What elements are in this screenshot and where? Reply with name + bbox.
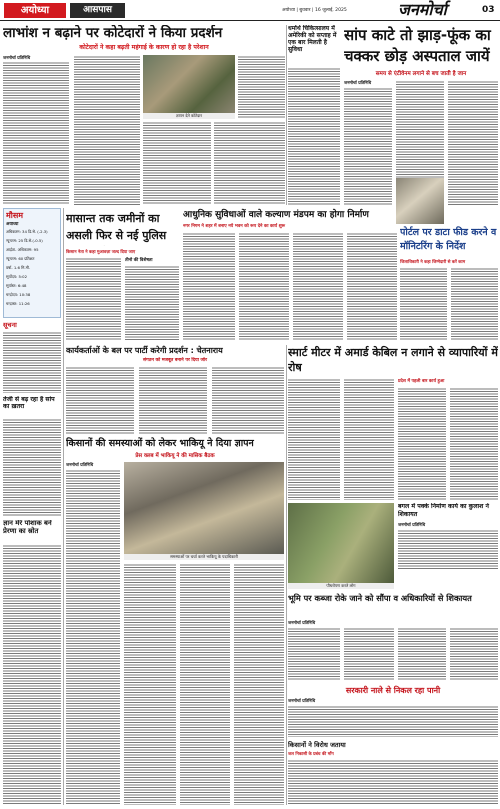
story2-deck: किसान नेता ने कहा मुआवज़ा जल्द दिया जाए <box>66 249 136 254</box>
story2-subhead: तीनो की विशेषता <box>125 258 153 263</box>
story9-text <box>288 67 340 205</box>
story5-byline: जनमोर्चा प्रतिनिधि <box>344 80 372 85</box>
story9-headline: धर्मार्थ चिकित्सालय में अमेरिकी को सप्ताह में एक बार मिलती है सुविधा <box>288 25 337 53</box>
story3-col1-text <box>66 366 134 434</box>
story9-photo-caption: पौधरोपण करते लोग <box>288 583 394 589</box>
center-divider <box>286 25 287 205</box>
story8-photo <box>124 462 284 554</box>
weather-row: न्यूनतम: 25 डि.से.(-0.5) <box>6 238 43 243</box>
story3-deck: संगठन को मजबूत बनाने पर दिया जोर <box>143 358 207 363</box>
page-number: 03 <box>482 5 495 15</box>
story11-text <box>288 705 498 737</box>
story4-col3-text <box>293 232 343 341</box>
story8-col2-text <box>124 563 176 805</box>
story10-col4-text <box>450 627 498 681</box>
weather-row: न्यूनतम: 60 प्रतिशत <box>6 256 35 261</box>
story13-text <box>288 759 498 805</box>
story3-col3-text <box>212 366 284 434</box>
sidebar-notice <box>3 321 61 393</box>
date-line: अयोध्या | बुधवार | 16 जुलाई, 2025 <box>282 8 347 13</box>
sidebar-notice-text <box>3 331 61 393</box>
story7-col2-text <box>344 378 394 500</box>
story5-photo <box>396 178 444 224</box>
story1-col1-text <box>3 61 69 205</box>
story3-col2-text <box>139 366 207 434</box>
story1-col2-text <box>74 55 140 205</box>
story12-text <box>398 529 498 569</box>
right-divider <box>286 345 287 805</box>
sidebar-divider <box>63 208 64 805</box>
story5-deck: समय से एंटीवेनम लगाने से बच जाती है जान <box>375 71 467 77</box>
story6-col1-text <box>400 267 447 341</box>
sidebar-story2-headline: ज्ञान मेरे पोशाक बनें प्रेरणा का स्रोत <box>3 520 52 535</box>
weather-row: वर्षा- 1.6 मि.मी. <box>6 265 31 270</box>
story8-headline: किसानों की समस्याओं को लेकर भाकियू ने दिया ज्ञापन <box>66 438 254 449</box>
story1-body <box>3 55 141 205</box>
story2-col2-text <box>125 265 179 341</box>
story8-col4-text <box>234 563 284 805</box>
story4-col2-text <box>239 232 289 341</box>
story5-col1-text <box>344 87 392 205</box>
sidebar-notice-title: सूचना <box>3 321 17 329</box>
story1-col5-text <box>238 55 285 119</box>
story1-photo <box>143 55 235 113</box>
weather-row: अधिकतम: 34 डि.से. (-2.3) <box>6 229 48 234</box>
story1-deck: कोटेदारों ने कहा बढ़ती महंगाई के कारण हो रहा है परेशान <box>79 44 209 51</box>
story12-byline: जनमोर्चा प्रतिनिधि <box>398 522 426 527</box>
story7-col3-text <box>398 387 446 500</box>
sidebar-story-headline: तेजी से बढ़ रहा है सांप का ख़तरा <box>3 396 55 410</box>
story7-subhead: प्रदेश में पहली बार कार्य हुआ <box>398 379 445 384</box>
sidebar-story2-text <box>3 544 61 805</box>
story1-photo-caption: ज्ञापन देते कोटेदार <box>143 113 235 119</box>
story7-col4-text <box>450 387 498 500</box>
story8-col3-text <box>180 563 230 805</box>
story8-deck: प्रेस क्लब में भाकियू ने की मासिक बैठक <box>135 453 215 459</box>
weather-row: चन्द्रास्त: 11:26 <box>6 301 30 306</box>
weather-row: सूर्योदय: 5:02 <box>6 274 27 279</box>
story8-col1-text <box>66 469 120 805</box>
story5-headline: सांप काटे तो झाड़-फूंक का चक्कर छोड़ अस्पताल जायें <box>344 26 491 65</box>
story1-byline: जनमोर्चा प्रतिनिधि <box>3 55 31 60</box>
weather-row: चन्द्रोदय: 10:38 <box>6 292 31 297</box>
story3-headline: कार्यकर्ताओं के बल पर पार्टी करेगी प्रदर्शन : चेतनाराय <box>66 346 223 355</box>
weather-box <box>3 208 61 318</box>
brand-logo: जनमोर्चा <box>398 0 447 19</box>
story4-col4-text <box>347 232 397 341</box>
story12-headline: बगल में पक्के निर्माण कार्य का कुलाश ने शिकायत <box>398 503 489 518</box>
section-tag-left: अयोध्या <box>4 3 66 18</box>
story1-col4-text <box>214 121 285 205</box>
story10-col3-text <box>398 627 446 681</box>
story10-col2-text <box>344 627 394 681</box>
story9-photo <box>288 503 394 583</box>
masthead-rule <box>0 20 500 21</box>
story5-col3-text <box>448 80 498 205</box>
story4-col1-text <box>183 232 235 341</box>
story11-headline: सरकारी नाले से निकल रहा पानी <box>345 686 441 695</box>
story8-photo-caption: समस्याओं पर चर्चा करते भाकियू के पदाधिकारी <box>124 554 284 560</box>
masthead <box>0 0 500 21</box>
sidebar-story <box>3 396 61 516</box>
story8-byline: जनमोर्चा प्रतिनिधि <box>66 462 94 467</box>
story6-col2-text <box>451 267 498 341</box>
story10-col1-text <box>288 627 340 681</box>
story2-col1-text <box>66 257 121 341</box>
story2-headline: मासान्त तक जमीनों का असली फिर से नई पुलिस <box>66 212 167 242</box>
story4-headline: आधुनिक सुविधाओं वाले कल्याण मंडपम का होगा निर्माण <box>183 210 369 220</box>
story7-col1-text <box>288 378 340 500</box>
weather-row: सूर्यास्त: 6:48 <box>6 283 27 288</box>
story13-deck: जल निकासी के प्रबंध की माँग <box>288 751 334 756</box>
weather-city: अयोध्या <box>6 222 19 227</box>
sidebar-story-text <box>3 418 61 516</box>
story6-deck: जिलाधिकारी ने कहा जिम्मेदारी से करें काम <box>400 259 466 264</box>
story1-col3-text <box>143 121 211 205</box>
story13-headline: किसानों ने विरोध जताया <box>288 741 346 749</box>
weather-row: आर्द्रता- अधिकतम: 95 <box>6 247 39 252</box>
weather-title: मौसम <box>6 211 24 220</box>
story4-deck: नगर निगम ने शहर में बनाए नये भवन को रूप देने का कार्य शुरू <box>183 224 286 229</box>
story7-headline: स्मार्ट मीटर में अमार्ड केबिल न लगाने से व्यापारियों में रोष <box>288 346 498 374</box>
story11-byline: जनमोर्चा प्रतिनिधि <box>288 698 316 703</box>
section-tag-right: आसपास <box>70 3 125 18</box>
story1-headline: लाभांश न बढ़ाने पर कोटेदारों ने किया प्रदर्शन <box>3 25 223 41</box>
story6-headline: पोर्टल पर डाटा फीड करने व मॉनिटरिंग के निर्देश <box>400 227 497 252</box>
story10-headline: भूमि पर कब्जा रोके जाने को सौंपा व अधिकारियों से शिकायत <box>288 593 472 603</box>
sidebar-story2 <box>3 520 61 805</box>
story10-byline: जनमोर्चा प्रतिनिधि <box>288 620 316 625</box>
